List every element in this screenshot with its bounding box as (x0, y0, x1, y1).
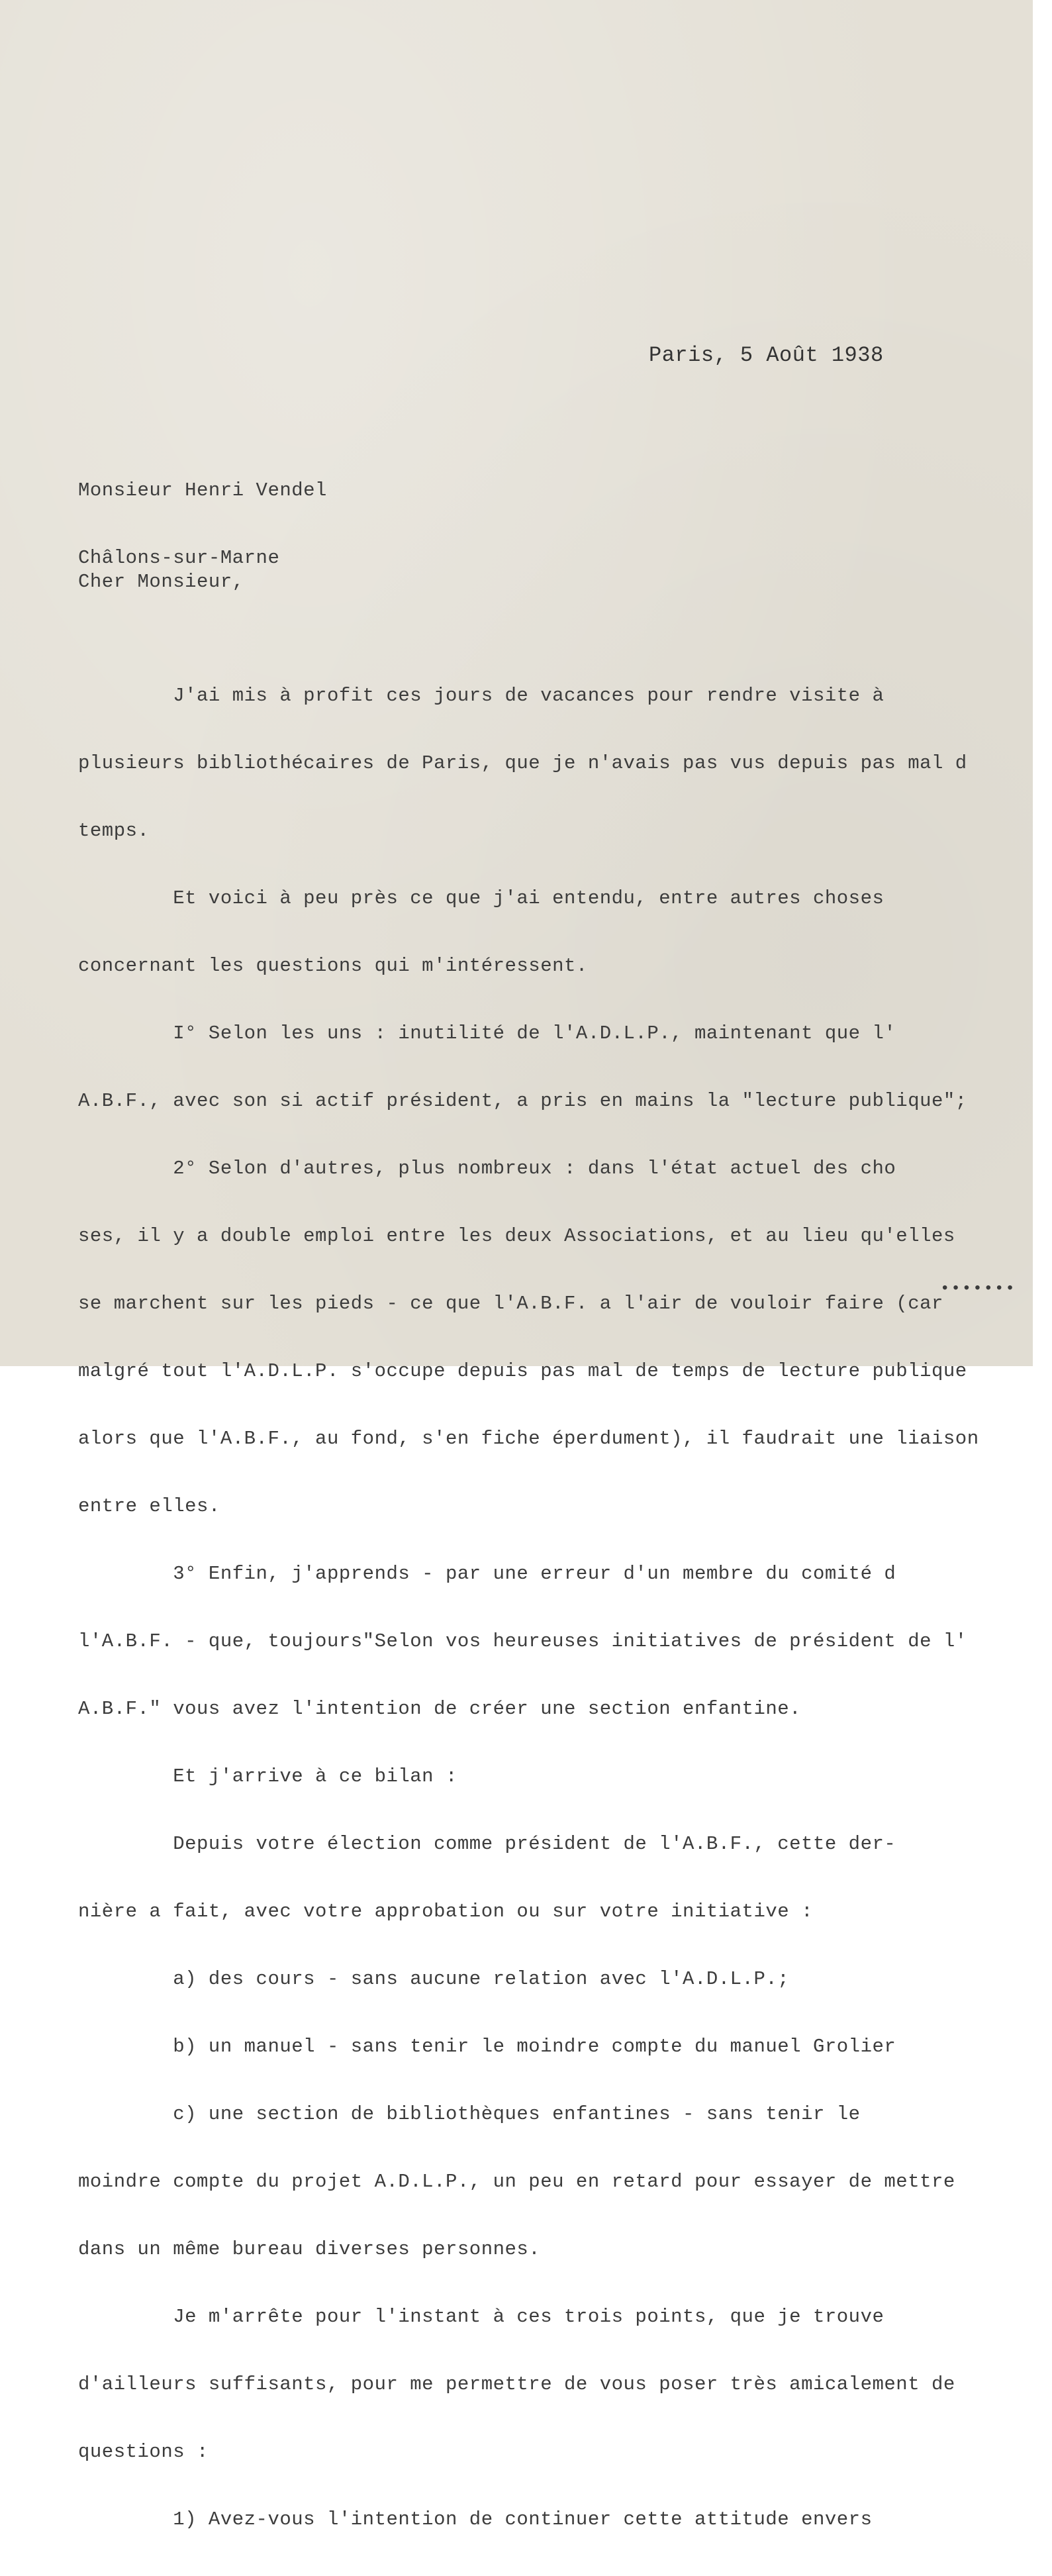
body-line: 3° Enfin, j'apprends - par une erreur d'un membre du comité d (78, 1563, 896, 1585)
body-line: 1) Avez-vous l'intention de continuer cette attitude envers (78, 2508, 873, 2530)
body-line: A.B.F." vous avez l'intention de créer une section enfantine. (78, 1698, 802, 1720)
body-line: malgré tout l'A.D.L.P. s'occupe depuis pas mal de temps de lecture publique (78, 1360, 967, 1382)
body-line: c) une section de bibliothèques enfantines - sans tenir le (78, 2103, 861, 2125)
body-line: Je m'arrête pour l'instant à ces trois points, que je trouve (78, 2306, 885, 2328)
body-line: questions : (78, 2441, 209, 2463)
body-line: dans un même bureau diverses personnes. (78, 2238, 541, 2260)
body-line: I° Selon les uns : inutilité de l'A.D.L.P., maintenant que l' (78, 1022, 896, 1044)
body-line: b) un manuel - sans tenir le moindre compte du manuel Grolier (78, 2036, 896, 2057)
body-line: nière a fait, avec votre approbation ou sur votre initiative : (78, 1901, 813, 1922)
body-line: d'ailleurs suffisants, pour me permettre de vous poser très amicalement de (78, 2373, 955, 2395)
body-line: temps. (78, 820, 150, 842)
body-line: se marchent sur les pieds - ce que l'A.B.F. a l'air de vouloir faire (car (78, 1293, 943, 1314)
body-line: moindre compte du projet A.D.L.P., un peu en retard pour essayer de mettre (78, 2171, 955, 2193)
body-line: alors que l'A.B.F., au fond, s'en fiche éperdument), il faudrait une liaison (78, 1428, 979, 1450)
body-line: A.B.F., avec son si actif président, a pris en mains la "lecture publique"; (78, 1090, 967, 1112)
body-line: a) des cours - sans aucune relation avec l'A.D.L.P.; (78, 1968, 790, 1990)
salutation: Cher Monsieur, (78, 571, 244, 593)
body-line: J'ai mis à profit ces jours de vacances pour rendre visite à (78, 685, 885, 707)
letter-date: Paris, 5 Août 1938 (649, 343, 884, 368)
body-line: l'A.B.F. - que, toujours"Selon vos heureuses initiatives de président de l' (78, 1630, 967, 1652)
body-line: Et voici à peu près ce que j'ai entendu, entre autres choses (78, 887, 885, 909)
body-line: entre elles. (78, 1495, 220, 1517)
body-line: plusieurs bibliothécaires de Paris, que je n'avais pas vus depuis pas mal d (78, 752, 967, 774)
recipient-name: Monsieur Henri Vendel (78, 479, 327, 501)
body-line: Et j'arrive à ce bilan : (78, 1765, 457, 1787)
body-line: ses, il y a double emploi entre les deux Associations, et au lieu qu'elles (78, 1225, 955, 1247)
body-line: concernant les questions qui m'intéressent. (78, 955, 588, 977)
letter-body (78, 640, 979, 2576)
body-line: 2° Selon d'autres, plus nombreux : dans l'état actuel des cho (78, 1158, 896, 1179)
recipient-city: Châlons-sur-Marne (78, 547, 280, 569)
body-line: Depuis votre élection comme président de l'A.B.F., cette der- (78, 1833, 896, 1855)
continuation-dots: ••••••• (940, 1280, 1016, 1298)
page-margin (1033, 0, 1052, 1366)
